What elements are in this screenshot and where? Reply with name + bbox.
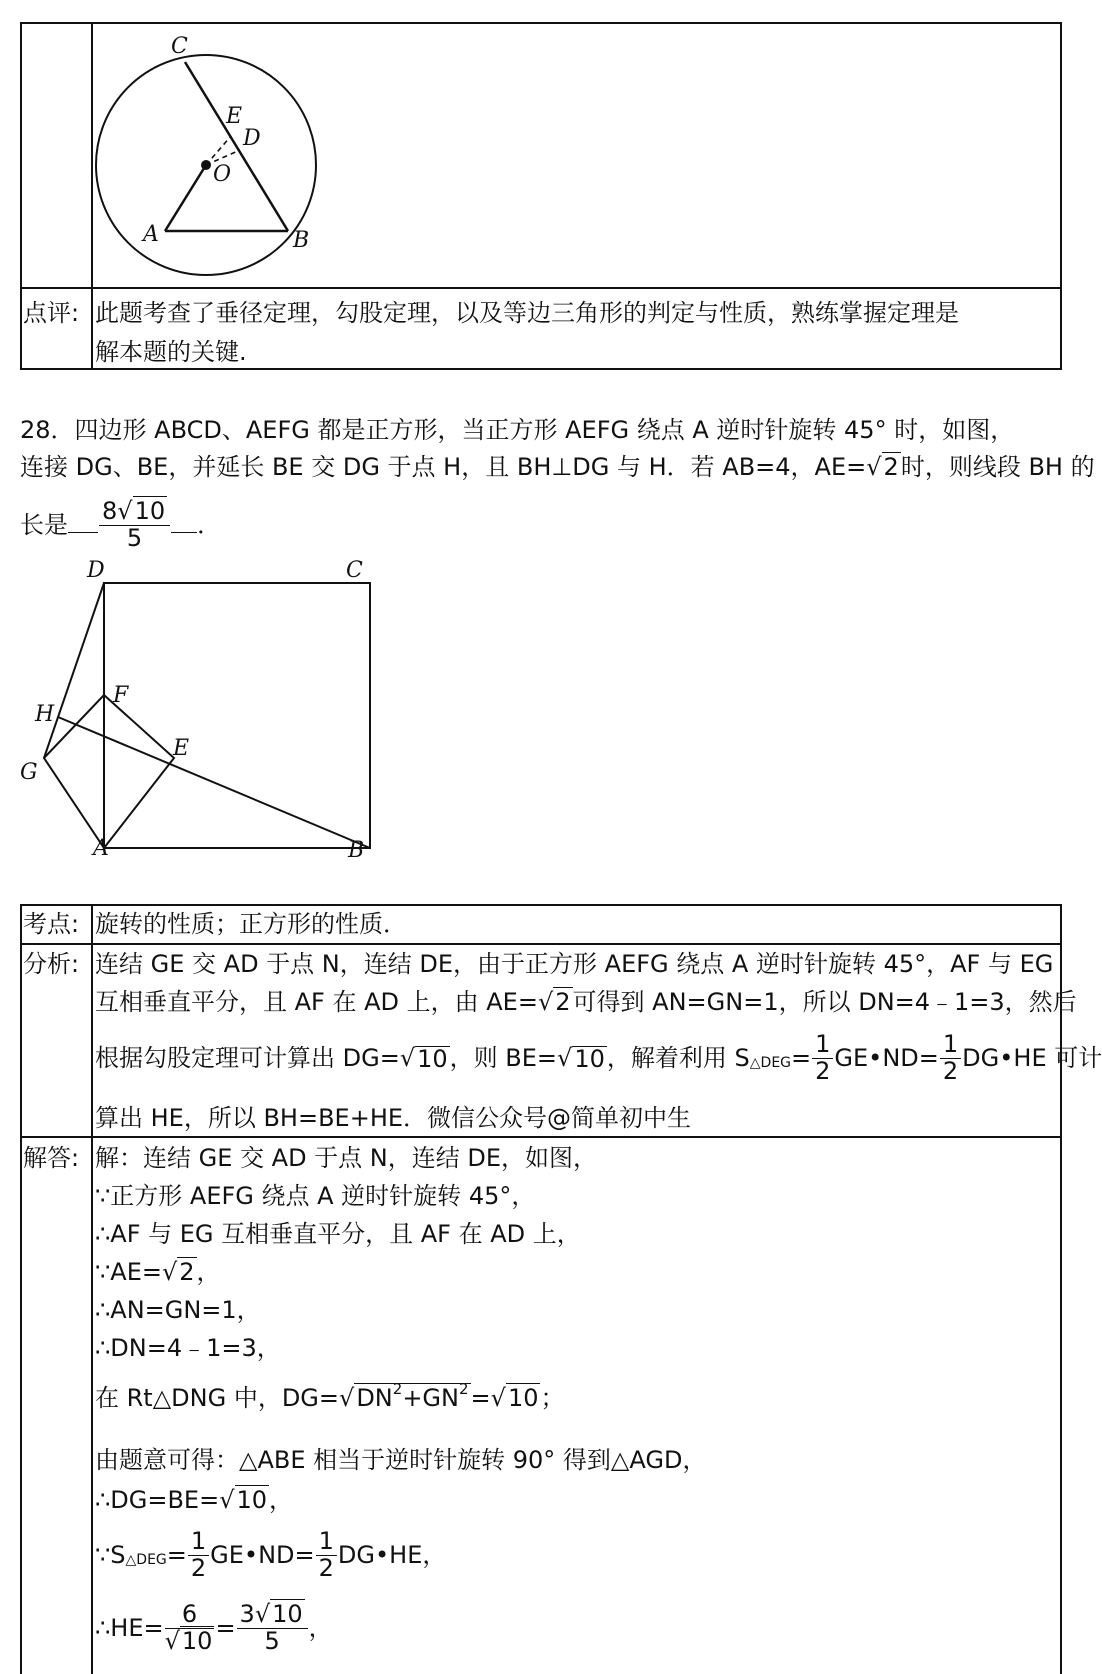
answer-text: ∵S △DEG = $\frac{1}{2}$ GE•ND= $\frac{1}{2}$ DG•HE， — [95, 1527, 447, 1582]
table-border — [20, 287, 1062, 289]
question-answer-line: 长是 $\frac{8√10}{5}$ ． — [20, 497, 222, 552]
table-border — [20, 904, 22, 1674]
label-H: H — [35, 702, 55, 727]
question-text: 28．四边形 ABCD、AEFG 都是正方形，当正方形 AEFG 绕点 A 逆时针旋转 45° 时，如图， — [20, 416, 1015, 444]
answer-text: ∴DG=BE=√10， — [95, 1486, 294, 1514]
question-text: 连接 DG、BE，并延长 BE 交 DG 于点 H，且 BH⊥DG 与 H．若 AB=4，AE=√2时，则线段 BH 的 — [20, 453, 1095, 481]
table-border — [20, 904, 1062, 906]
point-text: 旋转的性质；正方形的性质． — [95, 910, 407, 938]
label-F: F — [113, 683, 129, 708]
label-C: C — [346, 558, 363, 583]
label-D: D — [243, 126, 261, 151]
answer-text: ∵AE=√2， — [95, 1258, 221, 1286]
answer-fraction: $\frac{8√10}{5}$ — [99, 499, 170, 550]
table-border — [91, 904, 93, 1674]
row-label-point: 考点: — [23, 910, 80, 938]
table-border — [20, 943, 1062, 945]
label-O: O — [213, 162, 232, 187]
analysis-text: 根据勾股定理可计算出 DG= √ 10 ，则 BE= √ 10 ，解着利用 S △DEG = $\frac{1}{2}$ GE•ND= $\frac{1}{2}$ DG•HE 可计 — [95, 1030, 1102, 1085]
he-fraction-2: $\frac{3√10}{5}$ — [237, 1602, 308, 1653]
figure-squares — [20, 560, 380, 863]
table-border — [20, 22, 22, 370]
label-A: A — [143, 222, 159, 247]
row-label-analysis: 分析: — [23, 950, 80, 978]
label-E: E — [173, 736, 190, 761]
table-border — [1060, 22, 1062, 370]
row-label-comment: 点评: — [23, 299, 80, 327]
row-label-answer: 解答: — [23, 1144, 80, 1172]
answer-text: ∴AN=GN=1， — [95, 1296, 261, 1324]
table-border — [20, 1136, 1062, 1138]
table-border — [1060, 904, 1062, 1674]
label-A: A — [93, 836, 109, 861]
answer-text: 在 Rt△DNG 中，$DG=√DN^2+GN^2=√10$； — [95, 1380, 565, 1412]
answer-text: ∵正方形 AEFG 绕点 A 逆时针旋转 45°， — [95, 1182, 536, 1210]
answer-text: ∴DN=4﹣1=3， — [95, 1334, 281, 1362]
comment-text: 解本题的关键. — [95, 338, 247, 366]
label-B: B — [293, 228, 310, 253]
figure-circle — [85, 30, 345, 260]
label-E: E — [226, 104, 243, 129]
comment-text: 此题考查了垂径定理，勾股定理，以及等边三角形的判定与性质，熟练掌握定理是 — [95, 299, 959, 327]
answer-text: ∴AF 与 EG 互相垂直平分，且 AF 在 AD 上， — [95, 1220, 581, 1248]
analysis-text: 算出 HE，所以 BH=BE+HE．微信公众号@简单初中生 — [95, 1104, 692, 1132]
label-C: C — [171, 34, 188, 59]
table-border — [20, 368, 1062, 370]
answer-text: ∴HE= $\frac{6}{√10}$ = $\frac{3√10}{5}$ ， — [95, 1600, 333, 1655]
label-B: B — [348, 838, 365, 863]
he-fraction-1: $\frac{6}{√10}$ — [164, 1600, 213, 1655]
label-G: G — [20, 760, 38, 785]
table-border — [20, 22, 1062, 24]
answer-text: 解：连结 GE 交 AD 于点 N，连结 DE，如图， — [95, 1144, 598, 1172]
label-D: D — [87, 558, 105, 583]
analysis-text: 互相垂直平分，且 AF 在 AD 上，由 AE=√2可得到 AN=GN=1，所以 DN=4﹣1=3，然后 — [95, 988, 1077, 1016]
analysis-text: 连结 GE 交 AD 于点 N，连结 DE，由于正方形 AEFG 绕点 A 逆时针旋转 45°，AF 与 EG — [95, 950, 1054, 978]
answer-text: 由题意可得：△ABE 相当于逆时针旋转 90° 得到△AGD， — [95, 1446, 707, 1474]
